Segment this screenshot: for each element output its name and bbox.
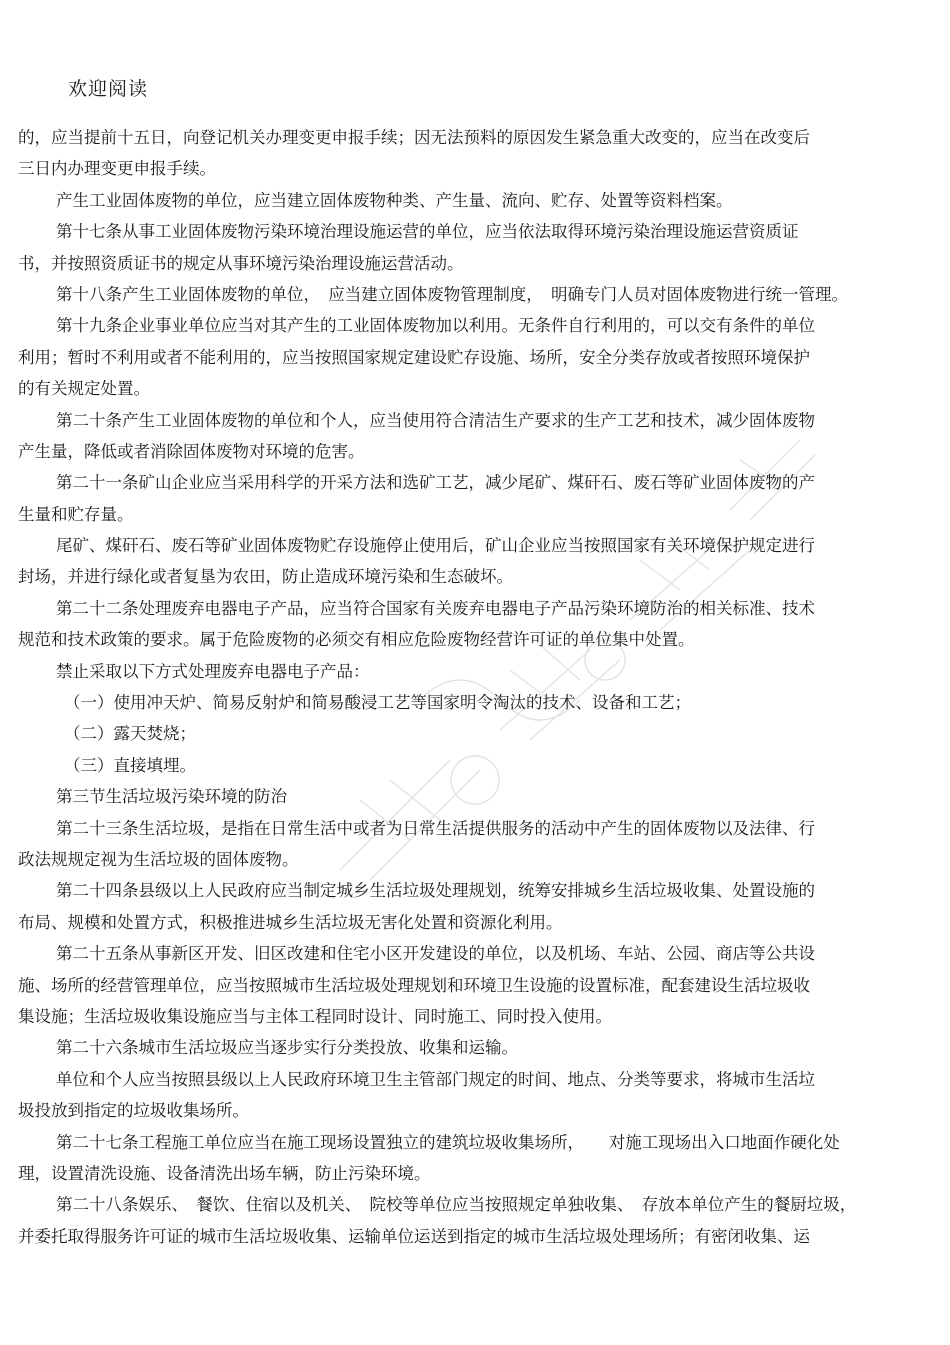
text-line: 封场，并进行绿化或者复垦为农田，防止造成环境污染和生态破坏。: [18, 567, 513, 587]
text-line: 三日内办理变更申报手续。: [18, 159, 216, 179]
text-line: （三）直接填埋。: [64, 755, 196, 775]
text-line: 理，设置清洗设施、设备清洗出场车辆，防止污染环境。: [18, 1163, 431, 1183]
document-body: [18, 122, 933, 1252]
text-line: 产生工业固体废物的单位，应当建立固体废物种类、产生量、流向、贮存、处置等资料档案。: [56, 190, 733, 210]
text-line: 禁止采取以下方式处理废弃电器电子产品：: [56, 661, 370, 681]
text-line: 第十九条企业事业单位应当对其产生的工业固体废物加以利用。无条件自行利用的，可以交有条件的单位: [56, 316, 815, 336]
text-line: 第二十三条生活垃圾，是指在日常生活中或者为日常生活提供服务的活动中产生的固体废物以及法律、行: [56, 818, 815, 838]
text-line: 并委托取得服务许可证的城市生活垃圾收集、运输单位运送到指定的城市生活垃圾处理场所；有密闭收集、运: [18, 1226, 810, 1246]
text-line: 第二十五条从事新区开发、旧区改建和住宅小区开发建设的单位，以及机场、车站、公园、商店等公共设: [56, 944, 815, 964]
text-line: 第二十七条工程施工单位应当在施工现场设置独立的建筑垃圾收集场所， 对施工现场出入口地面作硬化处: [56, 1132, 840, 1152]
text-line: 第十八条产生工业固体废物的单位， 应当建立固体废物管理制度， 明确专门人员对固体废物进行统一管理。: [56, 284, 848, 304]
text-line: 施、场所的经营管理单位，应当按照城市生活垃圾处理规划和环境卫生设施的设置标准，配套建设生活垃圾收: [18, 975, 810, 995]
text-line: 布局、规模和处置方式，积极推进城乡生活垃圾无害化处置和资源化利用。: [18, 912, 563, 932]
text-line: 第二十八条娱乐、 餐饮、住宿以及机关、 院校等单位应当按照规定单独收集、 存放本单位产生的餐厨垃圾，: [56, 1195, 857, 1215]
text-line: （一）使用冲天炉、简易反射炉和简易酸浸工艺等国家明令淘汰的技术、设备和工艺；: [64, 693, 691, 713]
text-line: 政法规规定视为生活垃圾的固体废物。: [18, 849, 299, 869]
text-line: 圾投放到指定的垃圾收集场所。: [18, 1101, 249, 1121]
text-line: 规范和技术政策的要求。属于危险废物的必须交有相应危险废物经营许可证的单位集中处置。: [18, 630, 695, 650]
text-line: （二）露天焚烧；: [64, 724, 196, 744]
text-line: 产生量，降低或者消除固体废物对环境的危害。: [18, 441, 365, 461]
text-line: 集设施；生活垃圾收集设施应当与主体工程同时设计、同时施工、同时投入使用。: [18, 1006, 612, 1026]
text-line: 第二十二条处理废弃电器电子产品，应当符合国家有关废弃电器电子产品污染环境防治的相关标准、技术: [56, 598, 815, 618]
text-line: 第十七条从事工业固体废物污染环境治理设施运营的单位，应当依法取得环境污染治理设施运营资质证: [56, 222, 799, 242]
text-line: 第二十四条县级以上人民政府应当制定城乡生活垃圾处理规划，统筹安排城乡生活垃圾收集、处置设施的: [56, 881, 815, 901]
text-line: 单位和个人应当按照县级以上人民政府环境卫生主管部门规定的时间、地点、分类等要求，将城市生活垃: [56, 1069, 815, 1089]
section-heading: 第三节生活垃圾污染环境的防治: [56, 787, 287, 807]
page-header-title: 欢迎阅读: [68, 78, 149, 100]
text-line: 尾矿、煤矸石、废石等矿业固体废物贮存设施停止使用后，矿山企业应当按照国家有关环境保护规定进行: [56, 536, 815, 556]
text-line: 第二十条产生工业固体废物的单位和个人，应当使用符合清洁生产要求的生产工艺和技术，减少固体废物: [56, 410, 815, 430]
text-line: 书，并按照资质证书的规定从事环境污染治理设施运营活动。: [18, 253, 464, 273]
text-line: 第二十一条矿山企业应当采用科学的开采方法和选矿工艺，减少尾矿、煤矸石、废石等矿业固体废物的产: [56, 473, 815, 493]
text-line: 的，应当提前十五日，向登记机关办理变更申报手续；因无法预料的原因发生紧急重大改变的，应当在改变后: [18, 128, 810, 147]
text-line: 利用；暂时不利用或者不能利用的，应当按照国家规定建设贮存设施、场所，安全分类存放或者按照环境保护: [18, 347, 810, 367]
text-line: 第二十六条城市生活垃圾应当逐步实行分类投放、收集和运输。: [56, 1038, 518, 1058]
text-line: 的有关规定处置。: [18, 379, 150, 399]
text-line: 生量和贮存量。: [18, 504, 134, 524]
